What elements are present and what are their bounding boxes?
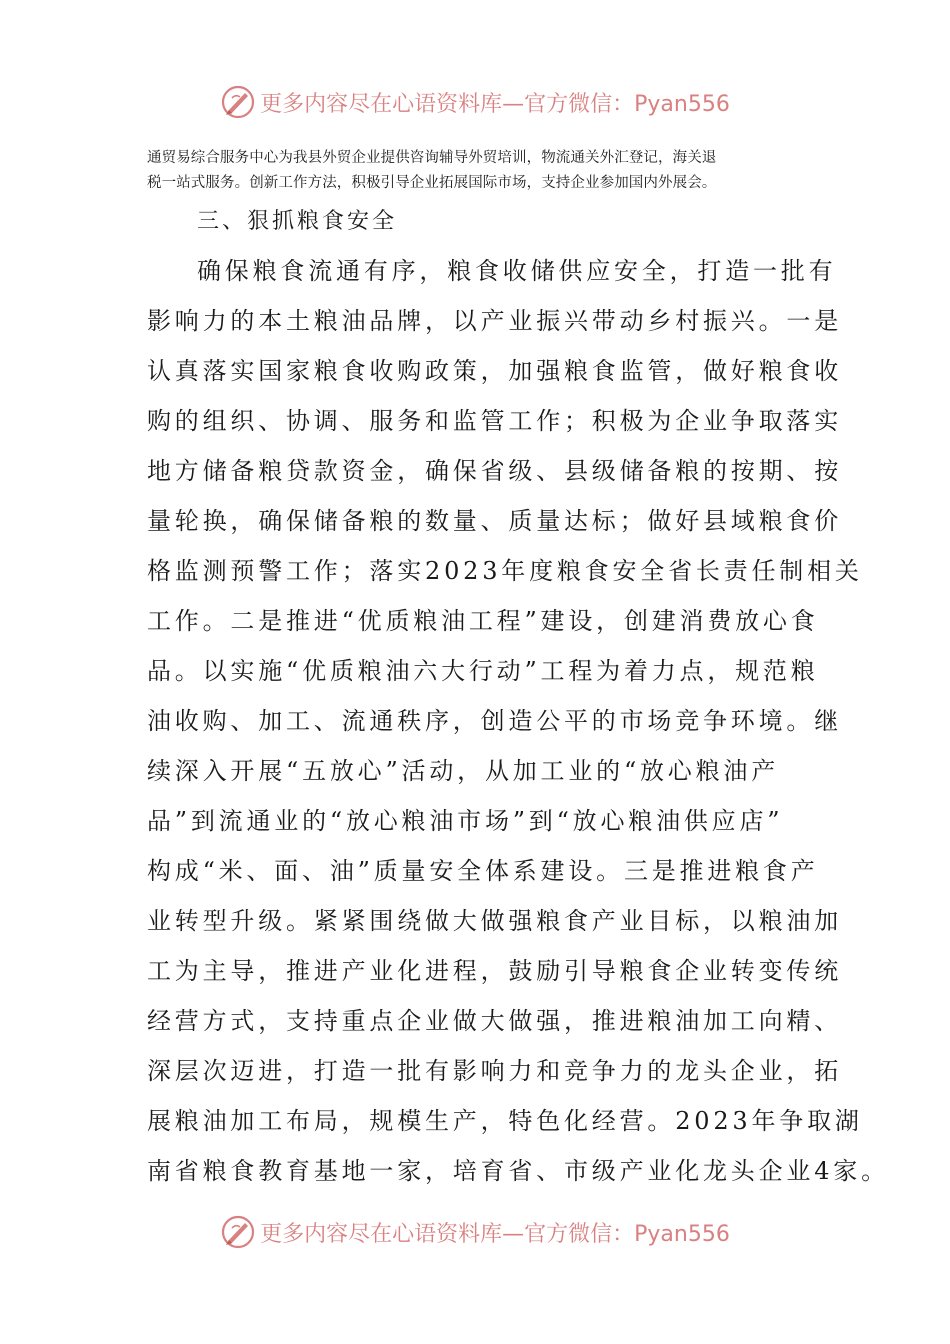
body-line: 品。以实施“优质粮油六大行动”工程为着力点，规范粮 (147, 657, 819, 685)
body-line: 影响力的本土粮油品牌，以产业振兴带动乡村振兴。一是 (147, 307, 842, 335)
body-line: 南省粮食教育基地一家，培育省、市级产业化龙头企业4家。 (147, 1157, 889, 1185)
body-line: 认真落实国家粮食收购政策，加强粮食监管，做好粮食收 (147, 357, 842, 385)
banner-text: 更多内容尽在心语资料库—官方微信：Pyan556 (260, 1221, 730, 1247)
body-line: 业转型升级。紧紧围绕做大做强粮食产业目标，以粮油加 (147, 907, 842, 935)
body-line: 购的组织、协调、服务和监管工作；积极为企业争取落实 (147, 407, 842, 435)
body-line: 工作。二是推进“优质粮油工程”建设，创建消费放心食 (147, 607, 819, 635)
body-line: 格监测预警工作；落实2023年度粮食安全省长责任制相关 (147, 557, 863, 585)
pen-seal-icon (220, 1214, 256, 1250)
body-line: 确保粮食流通有序，粮食收储供应安全，打造一批有 (197, 257, 837, 285)
header-banner (0, 80, 950, 124)
intro-line-2: 税一站式服务。创新工作方法，积极引导企业拓展国际市场，支持企业参加国内外展会。 (147, 175, 717, 191)
pen-seal-icon (220, 84, 256, 120)
body-line: 油收购、加工、流通秩序，创造公平的市场竞争环境。继 (147, 707, 842, 735)
body-line: 量轮换，确保储备粮的数量、质量达标；做好县域粮食价 (147, 507, 842, 535)
body-line: 工为主导，推进产业化进程，鼓励引导粮食企业转变传统 (147, 957, 842, 985)
body-line: 构成“米、面、油”质量安全体系建设。三是推进粮食产 (147, 857, 819, 885)
body-line: 深层次迈进，打造一批有影响力和竞争力的龙头企业，拓 (147, 1057, 842, 1085)
intro-line-1: 通贸易综合服务中心为我县外贸企业提供咨询辅导外贸培训，物流通关外汇登记，海关退 (147, 150, 717, 166)
footer-banner (0, 1210, 950, 1254)
body-line: 经营方式，支持重点企业做大做强，推进粮油加工向精、 (147, 1007, 842, 1035)
section-heading: 三、狠抓粮食安全 (197, 209, 398, 234)
body-line: 品”到流通业的“放心粮油市场”到“放心粮油供应店” (147, 807, 784, 835)
body-line: 展粮油加工布局，规模生产，特色化经营。2023年争取湖 (147, 1107, 863, 1135)
body-line: 续深入开展“五放心”活动，从加工业的“放心粮油产 (147, 757, 780, 785)
banner-text: 更多内容尽在心语资料库—官方微信：Pyan556 (260, 91, 730, 117)
body-line: 地方储备粮贷款资金，确保省级、县级储备粮的按期、按 (147, 457, 842, 485)
